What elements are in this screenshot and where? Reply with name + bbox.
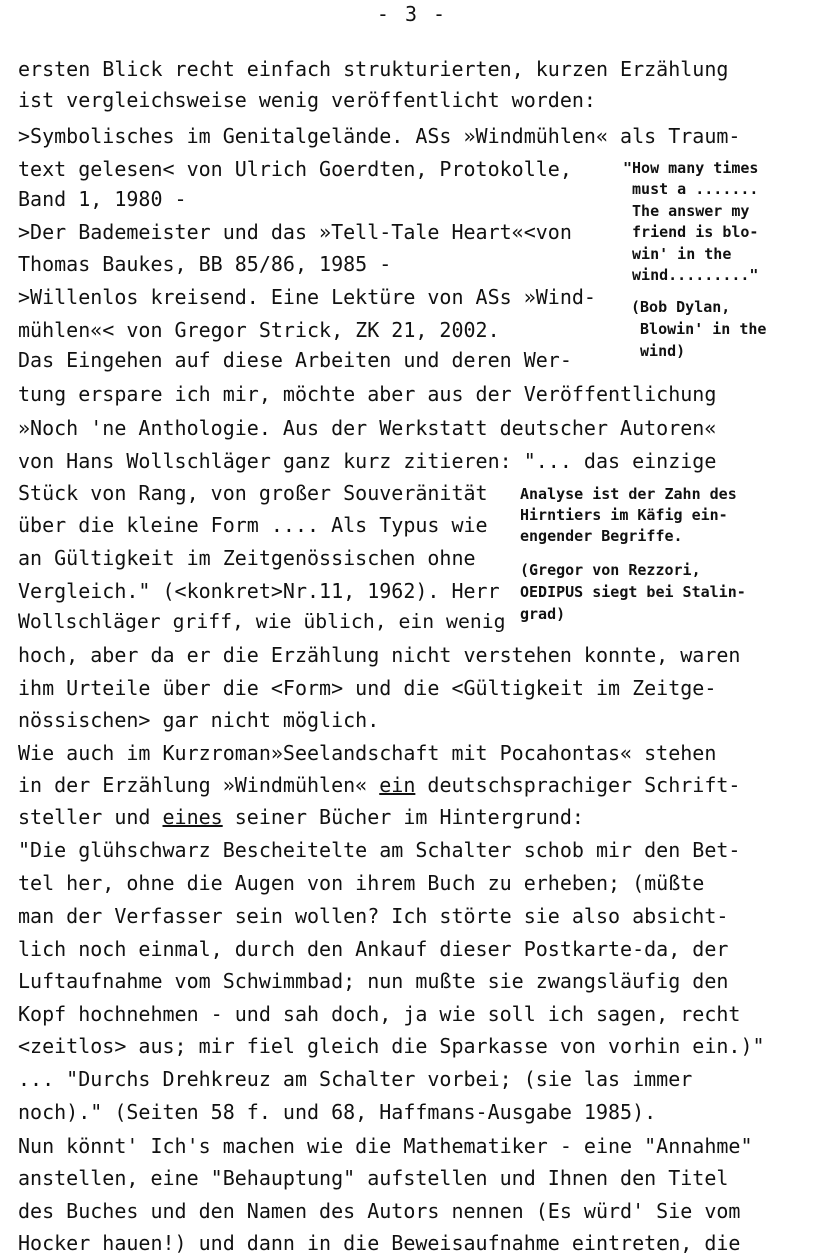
- text-line: Wie auch im Kurzroman»Seelandschaft mit Pocahontas« stehen: [18, 741, 717, 765]
- note-line: OEDIPUS siegt bei Stalin-: [520, 583, 746, 601]
- text-line: Thomas Baukes, BB 85/86, 1985 -: [18, 252, 392, 276]
- note-line: grad): [520, 605, 566, 623]
- text-line: [18, 772, 740, 798]
- text-line: ihm Urteile über die <Form> und die <Gültigkeit im Zeitge-: [18, 676, 717, 700]
- text-line: nössischen> gar nicht möglich.: [18, 708, 380, 732]
- text-line: Nun könnt' Ich's machen wie die Mathematiker - eine "Annahme": [18, 1134, 753, 1158]
- text-line: >Symbolisches im Genitalgelände. ASs »Windmühlen« als Traum-: [18, 124, 741, 148]
- text-line: an Gültigkeit im Zeitgenössischen ohne: [18, 546, 476, 570]
- text-line: "Die glühschwarz Bescheitelte am Schalter schob mir den Bet-: [18, 838, 741, 862]
- note-line: Blowin' in the: [631, 320, 767, 338]
- underlined-word: ein: [379, 773, 416, 797]
- text-line: des Buches und den Namen des Autors nennen (Es würd' Sie vom: [18, 1199, 741, 1223]
- text-line: mühlen«< von Gregor Strick, ZK 21, 2002.: [18, 318, 500, 342]
- note-line: "How many times: [623, 159, 759, 177]
- text-segment: steller und: [18, 805, 163, 829]
- text-line: von Hans Wollschläger ganz kurz zitieren: "... das einzige: [18, 449, 717, 473]
- text-line: über die kleine Form .... Als Typus wie: [18, 513, 488, 537]
- text-line: tung erspare ich mir, möchte aber aus der Veröffentlichung: [18, 382, 717, 406]
- text-line: hoch, aber da er die Erzählung nicht verstehen konnte, waren: [18, 643, 741, 667]
- text-line: Band 1, 1980 -: [18, 187, 187, 211]
- text-line: noch)." (Seiten 58 f. und 68, Haffmans-Ausgabe 1985).: [18, 1100, 657, 1124]
- text-line: lich noch einmal, durch den Ankauf dieser Postkarte-da, der: [18, 937, 729, 961]
- text-line: »Noch 'ne Anthologie. Aus der Werkstatt deutscher Autoren«: [18, 416, 717, 440]
- text-segment: deutschsprachiger Schrift-: [415, 773, 741, 797]
- note-line: friend is blo-: [623, 223, 759, 241]
- text-line: Hocker hauen!) und dann in die Beweisaufnahme eintreten, die: [18, 1231, 741, 1255]
- underlined-word: eines: [162, 805, 223, 829]
- text-line: [18, 804, 584, 830]
- text-segment: in der Erzählung »Windmühlen«: [18, 773, 380, 797]
- text-line: >Der Bademeister und das »Tell-Tale Heart«<von: [18, 220, 572, 244]
- page-number: - 3 -: [376, 2, 448, 26]
- text-line: Vergleich." (<konkret>Nr.11, 1962). Herr: [18, 579, 500, 603]
- note-line: Hirntiers im Käfig ein-: [520, 506, 728, 524]
- text-line: ersten Blick recht einfach strukturierten, kurzen Erzählung: [18, 57, 729, 81]
- note-line: win' in the: [623, 245, 732, 263]
- text-line: ... "Durchs Drehkreuz am Schalter vorbei; (sie las immer: [18, 1067, 693, 1091]
- text-line: ist vergleichsweise wenig veröffentlicht worden:: [18, 88, 596, 112]
- text-line: tel her, ohne die Augen von ihrem Buch zu erheben; (müßte: [18, 871, 705, 895]
- text-line: man der Verfasser sein wollen? Ich störte sie also absicht-: [18, 904, 729, 928]
- text-line: Das Eingehen auf diese Arbeiten und deren Wer-: [18, 348, 572, 372]
- note-line: must a .......: [623, 180, 759, 198]
- text-line: Luftaufnahme vom Schwimmbad; nun mußte sie zwangsläufig den: [18, 969, 729, 993]
- text-line: anstellen, eine "Behauptung" aufstellen und Ihnen den Titel: [18, 1166, 729, 1190]
- text-line: Wollschläger griff, wie üblich, ein wenig: [18, 610, 506, 633]
- text-line: text gelesen< von Ulrich Goerdten, Protokolle,: [18, 157, 572, 181]
- note-line: wind.........": [623, 266, 759, 284]
- note-line: wind): [631, 342, 686, 360]
- note-line: (Bob Dylan,: [631, 298, 731, 316]
- note-line: (Gregor von Rezzori,: [520, 561, 701, 579]
- text-line: <zeitlos> aus; mir fiel gleich die Sparkasse von vorhin ein.)": [18, 1034, 765, 1058]
- note-line: engender Begriffe.: [520, 527, 683, 545]
- text-segment: seiner Bücher im Hintergrund:: [222, 805, 584, 829]
- text-line: Stück von Rang, von großer Souveränität: [18, 481, 488, 505]
- text-line: Kopf hochnehmen - und sah doch, ja wie soll ich sagen, recht: [18, 1002, 741, 1026]
- text-line: >Willenlos kreisend. Eine Lektüre von ASs »Wind-: [18, 285, 596, 309]
- note-line: The answer my: [623, 202, 750, 220]
- note-line: Analyse ist der Zahn des: [520, 485, 737, 503]
